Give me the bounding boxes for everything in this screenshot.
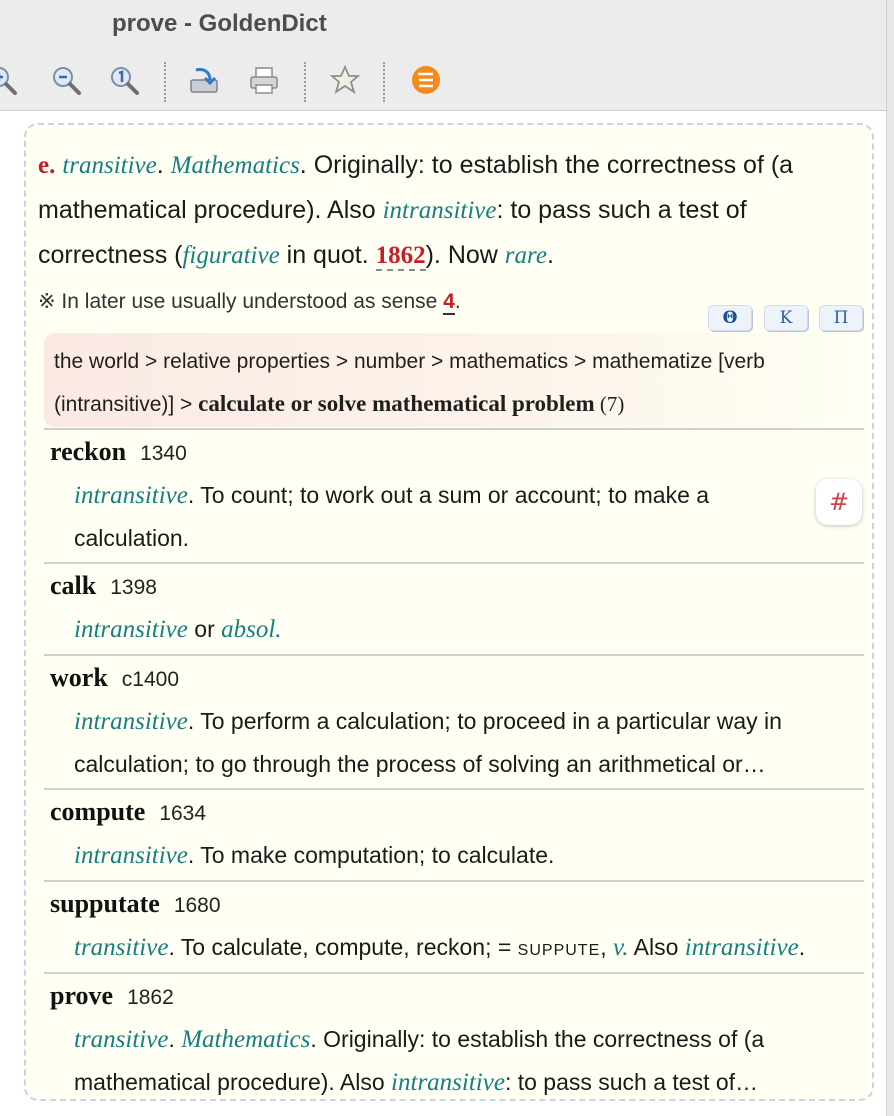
headword-link[interactable]: prove	[50, 981, 114, 1010]
subject-label: Mathematics	[170, 152, 300, 179]
definition-card	[24, 123, 874, 1101]
article-view	[0, 111, 886, 1116]
usage-label: rare	[504, 242, 547, 269]
definition-text: .	[546, 241, 554, 269]
favorite-star-icon[interactable]	[329, 64, 361, 96]
menu-list-icon[interactable]	[410, 64, 442, 96]
part-of-speech-label: v.	[613, 934, 629, 961]
grammar-label: intransitive	[74, 842, 188, 869]
list-item	[44, 654, 864, 790]
cross-reference-link[interactable]: suppute	[517, 934, 601, 960]
definition-text: .	[156, 151, 171, 179]
definition-text: . Originally: to establish the correctness of (a mathematical procedure). Also	[38, 151, 794, 224]
window-title: prove - GoldenDict	[112, 10, 327, 37]
definition-text: .	[168, 1026, 182, 1052]
entry-year: 1862	[127, 986, 174, 1009]
toolbar	[0, 50, 894, 111]
subject-label: Mathematics	[181, 1026, 311, 1053]
definition-text: . Originally: to establish the correctness of (a mathematical procedure). Also	[74, 1026, 765, 1095]
list-item	[44, 972, 864, 1102]
definition-text: : to pass such a test of correctness (	[38, 196, 747, 269]
window-edge	[886, 0, 894, 1116]
zoom-in-icon[interactable]	[0, 64, 18, 96]
entry-year: 1340	[140, 442, 187, 465]
list-item	[44, 428, 864, 564]
sense-definition	[38, 143, 868, 278]
usage-label: figurative	[182, 242, 280, 269]
definition-text: .	[798, 934, 806, 960]
definition-text: Also	[628, 934, 685, 960]
headword-link[interactable]: work	[50, 663, 108, 692]
list-item	[44, 788, 864, 882]
grammar-label: intransitive	[684, 934, 799, 961]
sense-link[interactable]: 4	[443, 290, 455, 313]
definition-text: : to pass such a test of…	[504, 1069, 759, 1095]
print-icon[interactable]	[248, 64, 280, 96]
headword-link[interactable]: reckon	[50, 437, 127, 466]
grammar-label: intransitive	[74, 708, 188, 735]
list-item	[44, 562, 864, 656]
headword-link[interactable]: calk	[50, 571, 97, 600]
definition-text: . To calculate, compute, reckon; =	[168, 934, 518, 960]
sense-anchor-button[interactable]: #	[816, 479, 862, 525]
zoom-reset-icon[interactable]	[108, 64, 140, 96]
entry-year: 1398	[110, 576, 157, 599]
thesaurus-count: (7)	[594, 392, 625, 416]
note-text: ※ In later use usually understood as sense	[38, 290, 444, 313]
toolbar-separator	[304, 62, 306, 102]
grammar-label: absol.	[221, 616, 282, 643]
entry-year: 1634	[159, 802, 207, 825]
definition-text: ,	[600, 934, 614, 960]
definition-text: ). Now	[425, 241, 505, 269]
quotation-year-link[interactable]: 1862	[375, 242, 426, 269]
zoom-out-icon[interactable]	[50, 64, 82, 96]
note-text: .	[454, 290, 461, 313]
headword-link[interactable]: compute	[50, 797, 146, 826]
thesaurus-category: calculate or solve mathematical problem	[198, 391, 595, 416]
title-bar	[0, 0, 894, 50]
grammar-label: intransitive	[74, 482, 188, 509]
categories-button[interactable]: Κ	[764, 305, 808, 331]
sense-label: e.	[38, 152, 56, 179]
grammar-label: intransitive	[74, 616, 188, 643]
headword-link[interactable]: supputate	[50, 889, 160, 918]
pronunciation-button[interactable]: Π	[819, 305, 863, 331]
entry-year: c1400	[121, 668, 179, 691]
definition-text: . To count; to work out a sum or account; to make a calculation.	[74, 482, 710, 551]
toolbar-separator	[383, 62, 385, 102]
thesaurus-button[interactable]: Θ	[708, 305, 752, 331]
grammar-label: transitive	[74, 934, 169, 961]
grammar-label: intransitive	[391, 1069, 505, 1096]
definition-text: or	[187, 616, 222, 642]
thesaurus-breadcrumb[interactable]: the world > relative properties > number > mathematics > mathematize [verb (intransitive)] >	[54, 350, 765, 416]
grammar-label: transitive	[62, 152, 157, 179]
toolbar-separator	[164, 62, 166, 102]
definition-text: in quot.	[279, 241, 376, 269]
usage-note	[38, 289, 461, 314]
definition-text: . To perform a calculation; to proceed in a particular way in calculation; to go through the process of solving an arithmetical or…	[74, 708, 782, 777]
definition-text: . To make computation; to calculate.	[187, 842, 555, 868]
entry-year: 1680	[173, 894, 221, 917]
list-item	[44, 880, 864, 974]
thesaurus-path	[44, 333, 869, 427]
save-icon[interactable]	[188, 64, 220, 96]
grammar-label: intransitive	[382, 197, 497, 224]
grammar-label: transitive	[74, 1026, 169, 1053]
